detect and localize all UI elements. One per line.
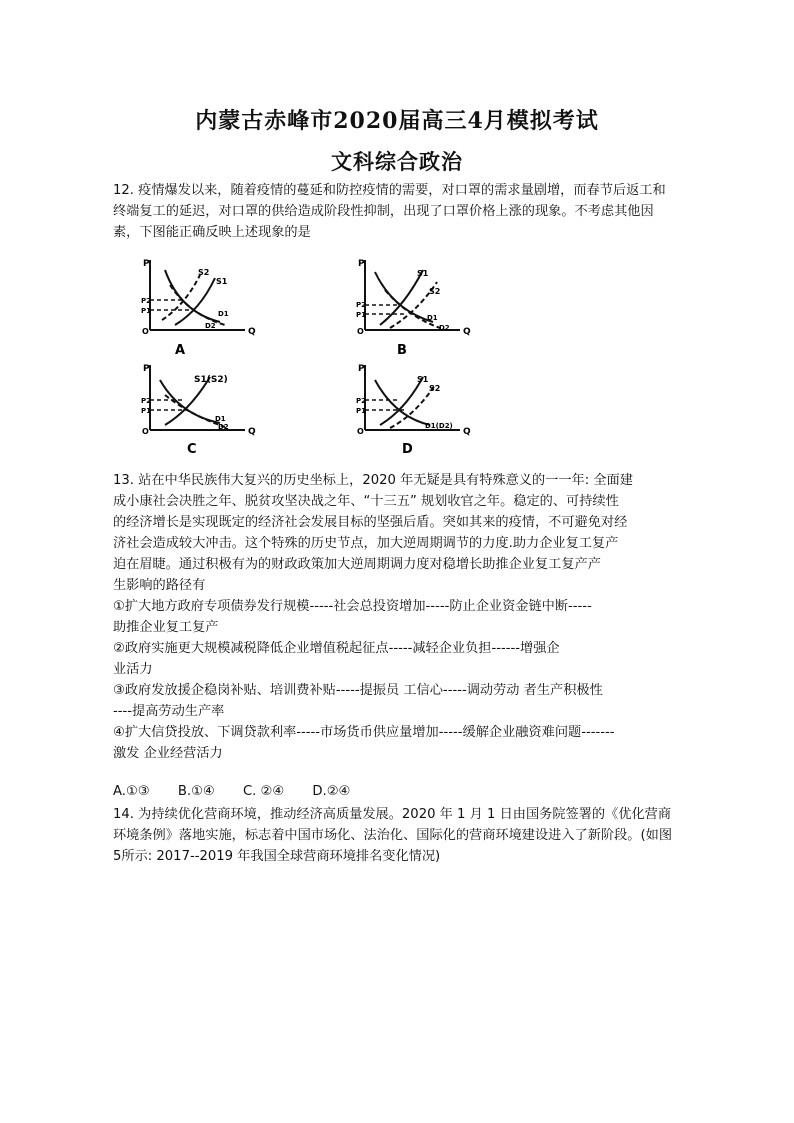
- option-1: ①扩大地方政府专项债券发行规模-----社会总投资增加-----防止企业资金链中断----- 助推企业复工复产: [113, 599, 592, 635]
- page-subtitle: 文科综合政治: [331, 149, 463, 174]
- svg-text:P: P: [358, 364, 365, 374]
- svg-text:S1: S1: [417, 375, 429, 384]
- svg-text:B: B: [397, 343, 407, 358]
- svg-text:S2: S2: [429, 287, 441, 296]
- origin-label: O: [142, 327, 149, 336]
- svg-text:P1: P1: [356, 311, 367, 319]
- graph-a: [130, 250, 280, 370]
- svg-text:S2: S2: [429, 384, 441, 393]
- svg-text:P1: P1: [356, 407, 367, 415]
- svg-text:Q: Q: [248, 427, 256, 437]
- answer-d: D.②④: [312, 784, 351, 799]
- svg-text:P2: P2: [356, 397, 367, 405]
- svg-text:O: O: [357, 427, 364, 436]
- svg-text:P: P: [358, 259, 365, 269]
- svg-text:S2: S2: [198, 268, 210, 277]
- svg-text:D1: D1: [218, 310, 229, 318]
- svg-text:C: C: [187, 442, 197, 457]
- svg-text:D: D: [402, 442, 413, 457]
- graph-d: [345, 355, 495, 475]
- svg-text:Q: Q: [463, 427, 471, 437]
- question-14-text: 14. 为持续优化营商环境，推动经济高质量发展。2020 年 1 月 1 日由国务院签署的《优化营商环境条例》落地实施，标志着中国市场化、法治化、国际化的营商环境建设进入了新阶段。(如图 5所示: 2017--2019 年我国全球营商环境排名变化情况): [113, 807, 673, 864]
- svg-text:P2: P2: [356, 301, 367, 309]
- page-title: 内蒙古赤峰市2020届高三4月模拟考试: [195, 108, 599, 134]
- graph-c: [130, 355, 280, 475]
- option-2: ②政府实施更大规模减税降低企业增值税起征点-----减轻企业负担------增强企 业活力: [113, 641, 560, 677]
- graph-label: A: [175, 343, 186, 358]
- graph-b: [345, 250, 495, 370]
- svg-text:D1(D2): D1(D2): [425, 422, 453, 430]
- answer-c: C. ②④: [242, 784, 285, 799]
- svg-text:P1: P1: [141, 407, 152, 415]
- answer-b: B.①④: [177, 784, 215, 799]
- svg-text:D2: D2: [439, 324, 450, 332]
- option-3: ③政府发放援企稳岗补贴、培训费补贴-----提振员 工信心-----调动劳动 者生产积极性 ----提高劳动生产率: [113, 683, 603, 719]
- answer-a: A.①③: [113, 784, 150, 799]
- svg-text:P2: P2: [141, 397, 152, 405]
- svg-text:Q: Q: [463, 327, 471, 337]
- svg-text:D1: D1: [427, 314, 438, 322]
- q-axis-label: Q: [248, 327, 256, 337]
- svg-text:P2: P2: [141, 297, 152, 305]
- p-axis-label: P: [143, 259, 150, 269]
- svg-text:O: O: [357, 327, 364, 336]
- svg-text:S1(S2): S1(S2): [194, 375, 228, 385]
- answer-choices: [113, 784, 374, 799]
- svg-text:D1: D1: [215, 415, 226, 423]
- svg-text:D2: D2: [218, 423, 229, 431]
- question-13-stem: 13. 站在中华民族伟大复兴的历史坐标上，2020 年无疑是具有特殊意义的一一年: 全面建 成小康社会决胜之年、脱贫攻坚决战之年、“十三五” 规划收官之年。稳定的、可持续性 的经济增长是实现既定的经济社会发展目标的坚强后盾。突如其来的疫情，不可避免对经 济社会造成较大冲击。这个特殊的历史节点，加大逆周期调节的力度.助力企业复工复产 迫在眉睫。通过积极有为的财政政策加大逆周期调力度对稳增长助推企业复工复产产 生影响的路径有: [113, 473, 633, 593]
- question-12-text: 12. 疫情爆发以来，随着疫情的蔓延和防控疫情的需要，对口罩的需求量剧增，而春节后返工和终端复工的延迟，对口罩的供给造成阶段性抑制，出现了口罩价格上涨的现象。不考虑其他因素，下图能正确反映上述现象的是: [113, 183, 666, 240]
- svg-text:S1: S1: [216, 277, 228, 286]
- svg-text:P1: P1: [141, 307, 152, 315]
- option-4: ④扩大信贷投放、下调贷款利率-----市场货币供应量增加-----缓解企业融资难问题------- 激发 企业经营活力: [113, 725, 615, 761]
- svg-text:O: O: [142, 427, 149, 436]
- svg-text:D2: D2: [205, 322, 216, 330]
- svg-text:P: P: [143, 364, 150, 374]
- svg-text:S1: S1: [417, 269, 429, 278]
